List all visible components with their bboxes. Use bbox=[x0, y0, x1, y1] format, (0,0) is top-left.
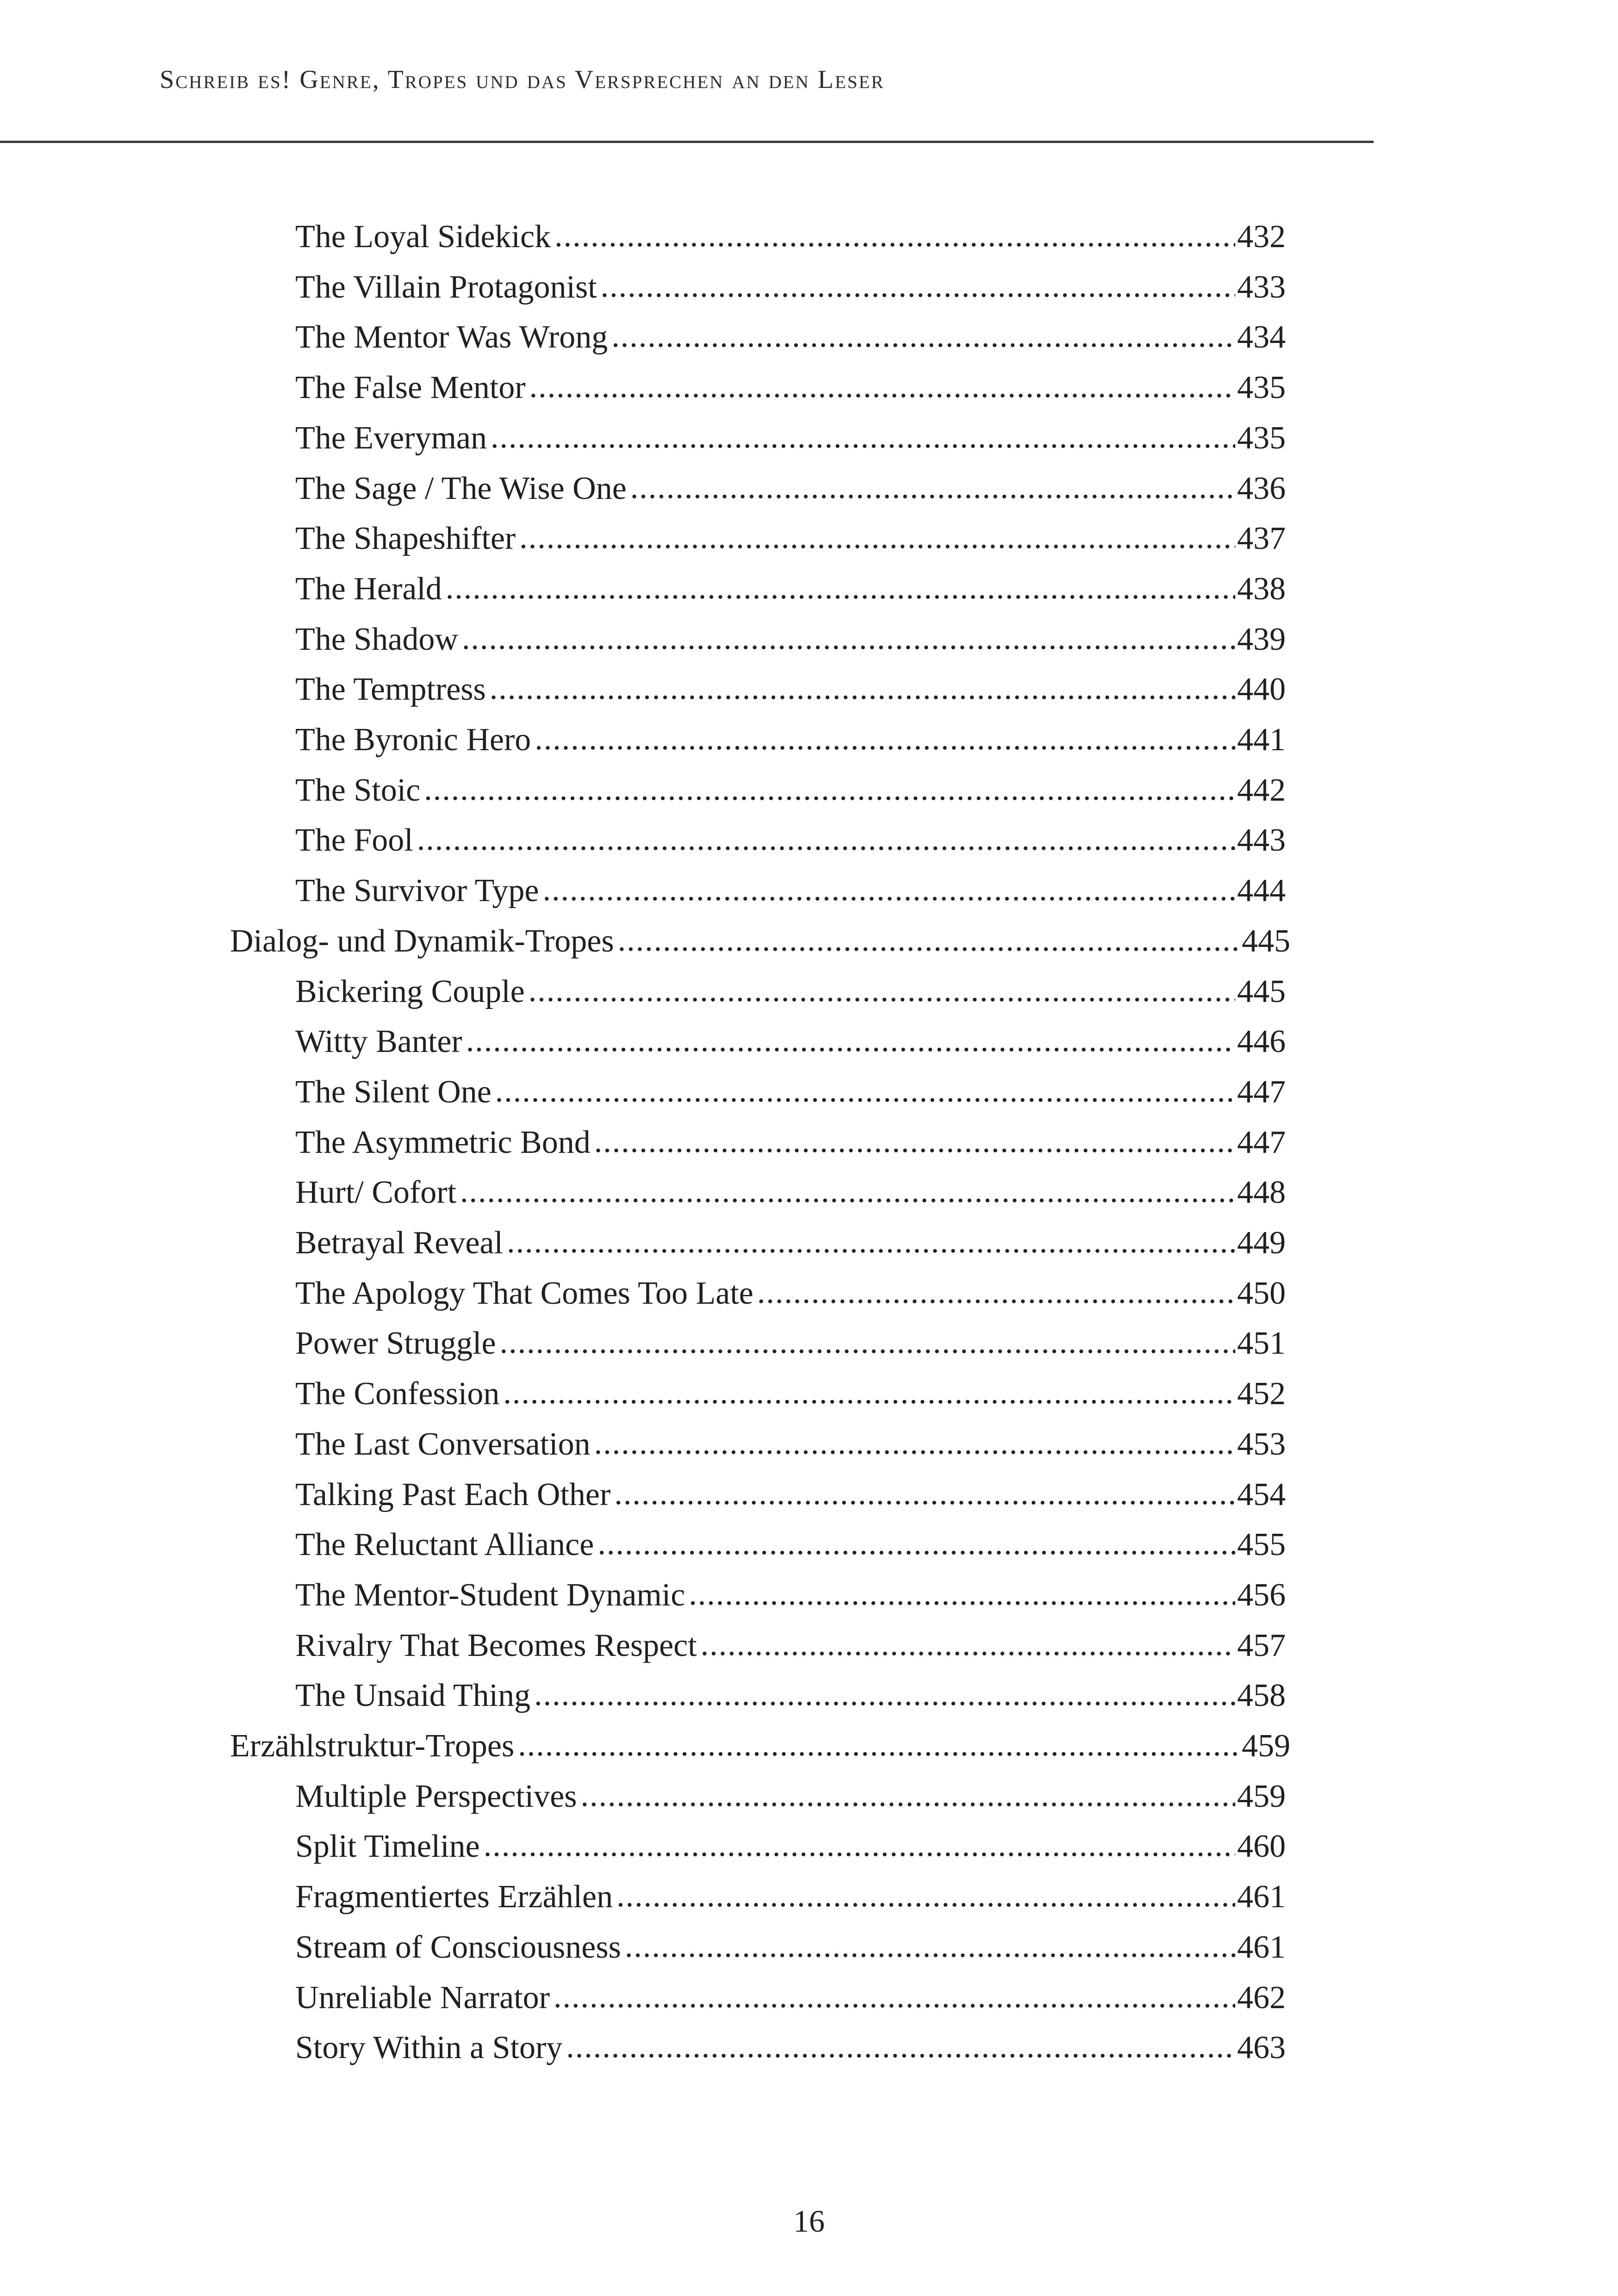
toc-dot-leader bbox=[689, 1569, 1235, 1619]
toc-entry-page: 451 bbox=[1237, 1325, 1286, 1362]
toc-dot-leader bbox=[554, 211, 1235, 261]
toc-entry-title: The Silent One bbox=[295, 1074, 492, 1110]
toc-dot-leader bbox=[601, 261, 1235, 311]
toc-entry-title: Split Timeline bbox=[295, 1829, 480, 1865]
toc-entry-title: The Reluctant Alliance bbox=[295, 1527, 594, 1563]
toc-dot-leader bbox=[757, 1268, 1235, 1318]
toc-entry[interactable] bbox=[295, 262, 1286, 312]
toc-entry-page: 455 bbox=[1237, 1527, 1286, 1563]
toc-dot-leader bbox=[611, 311, 1235, 361]
toc-entry-page: 457 bbox=[1237, 1627, 1286, 1663]
toc-dot-leader bbox=[529, 362, 1235, 412]
toc-entry-title: Talking Past Each Other bbox=[295, 1476, 611, 1512]
toc-entry[interactable] bbox=[295, 1067, 1286, 1117]
toc-entry-page: 443 bbox=[1237, 822, 1286, 859]
toc-entry-title: The Mentor-Student Dynamic bbox=[295, 1577, 685, 1613]
toc-entry-title: The Mentor Was Wrong bbox=[295, 319, 608, 355]
toc-entry-page: 458 bbox=[1237, 1678, 1286, 1714]
toc-entry-page: 463 bbox=[1237, 2030, 1286, 2066]
toc-dot-leader bbox=[503, 1368, 1235, 1418]
toc-dot-leader bbox=[554, 1972, 1235, 2022]
toc-entry-title: Fragmentiertes Erzählen bbox=[295, 1879, 613, 1915]
toc-entry[interactable] bbox=[295, 413, 1286, 463]
toc-entry[interactable] bbox=[295, 1218, 1286, 1268]
toc-entry-title: Bickering Couple bbox=[295, 973, 525, 1009]
toc-entry-title: The Temptress bbox=[295, 672, 486, 708]
toc-entry[interactable] bbox=[295, 312, 1286, 362]
toc-entry[interactable] bbox=[295, 1872, 1286, 1922]
toc-entry-page: 440 bbox=[1237, 672, 1286, 708]
toc-entry-page: 442 bbox=[1237, 772, 1286, 808]
toc-entry-title: The False Mentor bbox=[295, 370, 526, 406]
toc-entry[interactable] bbox=[295, 1269, 1286, 1319]
toc-entry[interactable] bbox=[295, 1671, 1286, 1721]
toc-entry-page: 448 bbox=[1237, 1175, 1286, 1211]
toc-entry-title: Rivalry That Becomes Respect bbox=[295, 1627, 697, 1663]
toc-dot-leader bbox=[507, 1217, 1235, 1267]
toc-entry-title: Stream of Consciousness bbox=[295, 1929, 621, 1965]
toc-entry[interactable] bbox=[295, 2023, 1286, 2073]
toc-entry[interactable] bbox=[295, 212, 1286, 262]
header-divider bbox=[0, 141, 1374, 143]
toc-dot-leader bbox=[417, 815, 1235, 865]
toc-dot-leader bbox=[491, 412, 1235, 462]
toc-entry-page: 447 bbox=[1237, 1124, 1286, 1160]
toc-entry-page: 449 bbox=[1237, 1225, 1286, 1261]
toc-entry-title: The Survivor Type bbox=[295, 873, 539, 909]
toc-dot-leader bbox=[490, 664, 1235, 714]
toc-entry-page: 439 bbox=[1237, 621, 1286, 657]
toc-entry-page: 437 bbox=[1237, 521, 1286, 557]
toc-entry[interactable] bbox=[295, 564, 1286, 614]
toc-entry-title: Multiple Perspectives bbox=[295, 1778, 577, 1814]
toc-entry-page: 462 bbox=[1237, 1979, 1286, 2016]
page-number: 16 bbox=[793, 2203, 825, 2239]
toc-entry-page: 444 bbox=[1237, 873, 1286, 909]
toc-entry-title: Betrayal Reveal bbox=[295, 1225, 503, 1261]
toc-entry[interactable] bbox=[295, 1923, 1286, 1972]
toc-entry-page: 447 bbox=[1237, 1074, 1286, 1110]
toc-entry[interactable] bbox=[295, 1369, 1286, 1419]
toc-entry[interactable] bbox=[295, 1520, 1286, 1570]
toc-entry-title: Hurt/ Cofort bbox=[295, 1175, 457, 1211]
toc-dot-leader bbox=[543, 865, 1235, 915]
toc-entry[interactable] bbox=[295, 665, 1286, 715]
toc-entry[interactable] bbox=[295, 615, 1286, 665]
toc-entry-title: Unreliable Narrator bbox=[295, 1979, 550, 2016]
toc-entry-page: 460 bbox=[1237, 1829, 1286, 1865]
toc-entry[interactable] bbox=[295, 1470, 1286, 1520]
toc-entry-title: The Byronic Hero bbox=[295, 722, 531, 758]
toc-dot-leader bbox=[535, 714, 1235, 764]
toc-entry[interactable] bbox=[295, 1017, 1286, 1067]
toc-entry-page: 461 bbox=[1237, 1879, 1286, 1915]
toc-entry-page: 453 bbox=[1237, 1426, 1286, 1462]
toc-entry-title: The Sage / The Wise One bbox=[295, 470, 627, 506]
toc-entry[interactable] bbox=[295, 1973, 1286, 2023]
toc-entry-page: 435 bbox=[1237, 370, 1286, 406]
toc-entry[interactable] bbox=[295, 1621, 1286, 1671]
toc-entry[interactable] bbox=[295, 1168, 1286, 1218]
toc-dot-leader bbox=[529, 966, 1235, 1016]
toc-entry-page: 436 bbox=[1237, 470, 1286, 506]
toc-dot-leader bbox=[597, 1519, 1235, 1569]
toc-entry-page: 459 bbox=[1237, 1778, 1286, 1814]
toc-entry-title: The Unsaid Thing bbox=[295, 1678, 531, 1714]
toc-entry-page: 434 bbox=[1237, 319, 1286, 355]
toc-dot-leader bbox=[518, 1720, 1240, 1770]
toc-entry[interactable] bbox=[295, 363, 1286, 413]
toc-entry-title: Witty Banter bbox=[295, 1024, 462, 1060]
toc-entry-title: The Shadow bbox=[295, 621, 458, 657]
toc-entry[interactable] bbox=[295, 765, 1286, 815]
toc-entry-title: The Apology That Comes Too Late bbox=[295, 1275, 753, 1311]
running-header: Schreib es! Genre, Tropes und das Versprechen an den Leser bbox=[160, 65, 885, 94]
toc-entry-title: Erzählstruktur-Tropes bbox=[230, 1728, 515, 1764]
toc-dot-leader bbox=[519, 513, 1235, 563]
toc-entry-title: Power Struggle bbox=[295, 1325, 496, 1362]
toc-entry-page: 456 bbox=[1237, 1577, 1286, 1613]
toc-entry-page: 435 bbox=[1237, 420, 1286, 456]
toc-dot-leader bbox=[424, 765, 1235, 815]
toc-entry-page: 438 bbox=[1237, 571, 1286, 607]
toc-entry-title: The Loyal Sidekick bbox=[295, 219, 551, 255]
toc-dot-leader bbox=[616, 1871, 1235, 1921]
toc-dot-leader bbox=[630, 463, 1235, 513]
toc-dot-leader bbox=[462, 614, 1235, 664]
toc-entry-title: The Asymmetric Bond bbox=[295, 1124, 591, 1160]
toc-entry-title: Story Within a Story bbox=[295, 2030, 563, 2066]
toc-entry-page: 445 bbox=[1237, 973, 1286, 1009]
toc-entry[interactable] bbox=[295, 464, 1286, 514]
toc-entry[interactable] bbox=[295, 1570, 1286, 1620]
toc-dot-leader bbox=[581, 1771, 1235, 1821]
toc-section-entry[interactable] bbox=[230, 916, 1290, 966]
toc-entry-page: 450 bbox=[1237, 1275, 1286, 1311]
toc-entry-page: 459 bbox=[1242, 1728, 1290, 1764]
toc-dot-leader bbox=[625, 1922, 1235, 1972]
toc-dot-leader bbox=[495, 1066, 1235, 1116]
toc-dot-leader bbox=[446, 563, 1235, 613]
toc-entry[interactable] bbox=[295, 1772, 1286, 1822]
toc-entry[interactable] bbox=[295, 1118, 1286, 1168]
toc-entry[interactable] bbox=[295, 866, 1286, 916]
toc-entry-title: The Stoic bbox=[295, 772, 421, 808]
toc-dot-leader bbox=[566, 2022, 1235, 2072]
toc-entry-page: 432 bbox=[1237, 219, 1286, 255]
toc-dot-leader bbox=[500, 1318, 1235, 1368]
toc-entry-page: 452 bbox=[1237, 1376, 1286, 1412]
toc-dot-leader bbox=[614, 1469, 1235, 1519]
toc-dot-leader bbox=[618, 915, 1240, 965]
toc-entry-page: 441 bbox=[1237, 722, 1286, 758]
toc-dot-leader bbox=[460, 1167, 1235, 1217]
toc-entry[interactable] bbox=[295, 1419, 1286, 1469]
toc-entry-page: 446 bbox=[1237, 1024, 1286, 1060]
toc-entry-page: 433 bbox=[1237, 269, 1286, 305]
toc-dot-leader bbox=[484, 1821, 1235, 1871]
toc-entry-title: The Herald bbox=[295, 571, 442, 607]
toc-entry-page: 454 bbox=[1237, 1476, 1286, 1512]
toc-entry-title: The Everyman bbox=[295, 420, 487, 456]
toc-entry-title: Dialog- und Dynamik-Tropes bbox=[230, 923, 614, 959]
toc-entry-title: The Last Conversation bbox=[295, 1426, 591, 1462]
toc-dot-leader bbox=[701, 1620, 1235, 1670]
toc-dot-leader bbox=[594, 1419, 1235, 1468]
toc-section-entry[interactable] bbox=[230, 1721, 1290, 1771]
toc-dot-leader bbox=[534, 1670, 1235, 1720]
toc-entry-page: 461 bbox=[1237, 1929, 1286, 1965]
toc-entry[interactable] bbox=[295, 967, 1286, 1017]
toc-entry-title: The Fool bbox=[295, 822, 413, 859]
toc-entry-title: The Villain Protagonist bbox=[295, 269, 597, 305]
toc-entry[interactable] bbox=[295, 815, 1286, 865]
toc-entry[interactable] bbox=[295, 715, 1286, 765]
toc-entry[interactable] bbox=[295, 514, 1286, 564]
toc-entry-title: The Shapeshifter bbox=[295, 521, 516, 557]
toc-entry-page: 445 bbox=[1242, 923, 1290, 959]
toc-entry[interactable] bbox=[295, 1822, 1286, 1872]
toc-entry-title: The Confession bbox=[295, 1376, 500, 1412]
toc-dot-leader bbox=[594, 1117, 1235, 1167]
toc-dot-leader bbox=[466, 1016, 1235, 1066]
toc-entry[interactable] bbox=[295, 1319, 1286, 1369]
